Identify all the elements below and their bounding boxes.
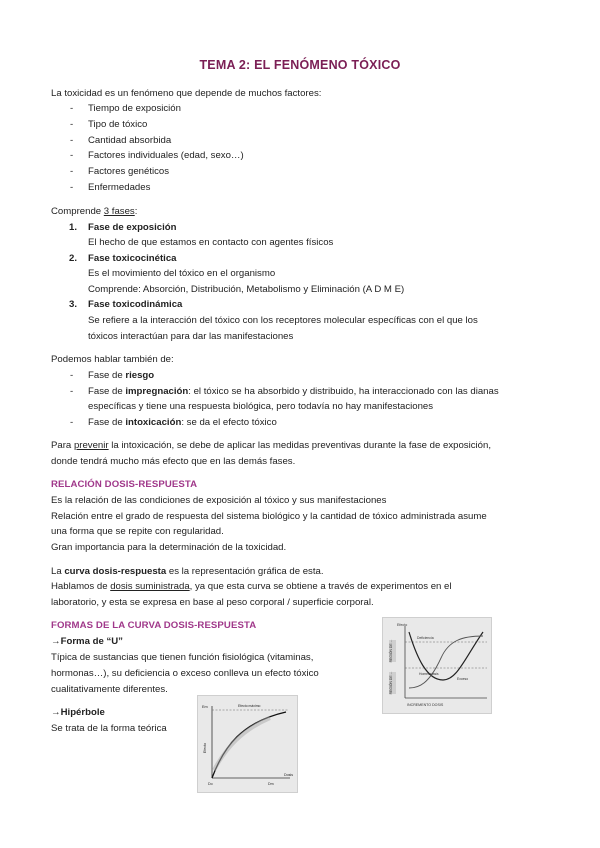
list-bullet: - (70, 166, 74, 177)
section-heading: RELACIÓN DOSIS-RESPUESTA (51, 479, 198, 490)
list-item: Tipo de tóxico (88, 119, 148, 130)
list-item: Tiempo de exposición (88, 103, 181, 114)
y-label-bottom: REGIÓN DE ... (389, 671, 393, 695)
list-item: Cantidad absorbida (88, 135, 172, 146)
section-heading: FORMAS DE LA CURVA DOSIS-RESPUESTA (51, 620, 257, 631)
prevent-text: donde tendrá mucho más efecto que en las demás fases. (51, 456, 296, 467)
fig-top-label: Efecto (397, 623, 408, 627)
y-max-label: Em (202, 705, 208, 709)
hyperbola-curve (212, 712, 286, 778)
paragraph-line: cualitativamente diferentes. (51, 684, 168, 695)
list-bullet: - (70, 386, 74, 397)
paragraph-line: Relación entre el grado de respuesta del sistema biológico y la cantidad de tóxico administrada asume (51, 511, 487, 522)
x-axis-label: Dosis (284, 773, 293, 777)
list-item: Fase de impregnación: el tóxico se ha absorbido y distribuido, ha interaccionado con las dianas (88, 386, 499, 397)
list-item: Enfermedades (88, 182, 151, 193)
list-item-continuation: específicas y tiene una respuesta biológica, pero todavía no hay manifestaciones (88, 401, 434, 412)
paragraph-line: Típica de sustancias que tienen función fisiológica (vitaminas, (51, 652, 314, 663)
phase-number: 3. (69, 299, 78, 310)
phase-text: Comprende: Absorción, Distribución, Metabolismo y Eliminación (A D M E) (88, 284, 405, 295)
scatter-band (214, 718, 270, 770)
page-title: TEMA 2: EL FENÓMENO TÓXICO (199, 58, 401, 72)
list-item: Fase de intoxicación: se da el efecto tóxico (88, 417, 277, 428)
list-bullet: - (70, 150, 74, 161)
paragraph-line: Se trata de la forma teórica (51, 723, 167, 734)
list-bullet: - (70, 103, 74, 114)
u-curve-svg (383, 618, 491, 713)
fig-excess-label: Exceso (457, 677, 469, 681)
hyperbola-svg (198, 696, 297, 792)
phase-text: tóxicos interactúan para dar las manifestaciones (88, 331, 294, 342)
phase-title: Fase toxicocinética (88, 253, 177, 264)
u-curve-figure (382, 617, 492, 714)
x-origin-label: Do (208, 782, 213, 786)
list-bullet: - (70, 119, 74, 130)
hyperbola-figure (197, 695, 298, 793)
paragraph-line: hormonas…), su deficiencia o exceso conlleva un efecto tóxico (51, 668, 319, 679)
y-axis-label: Efecto (203, 742, 207, 754)
phase-number: 2. (69, 253, 78, 264)
paragraph-line: Gran importancia para la determinación de la toxicidad. (51, 542, 287, 553)
prevent-text: Para prevenir la intoxicación, se debe de aplicar las medidas preventivas durante la fase de exposición, (51, 440, 491, 451)
phase-text: Se refiere a la interacción del tóxico con los receptores molecular específicas con el que los (88, 315, 478, 326)
list-bullet: - (70, 182, 74, 193)
phase-number: 1. (69, 222, 78, 233)
also-intro: Podemos hablar también de: (51, 354, 174, 365)
legend-label: Efecto máximo (238, 704, 261, 708)
x-axis-label: INCREMENTO DOSIS (407, 703, 444, 707)
phase-title: Fase de exposición (88, 222, 177, 233)
list-bullet: - (70, 417, 74, 428)
list-bullet: - (70, 370, 74, 381)
curve-text: Hablamos de dosis suministrada, ya que esta curva se obtiene a través de experimentos en el (51, 581, 452, 592)
curve-text: laboratorio, y esta se expresa en base al peso corporal / superficie corporal. (51, 597, 374, 608)
curve-text: La curva dosis-respuesta es la representación gráfica de esta. (51, 566, 324, 577)
fig-deficiency-label: Deficiencia (417, 636, 434, 640)
phases-intro: Comprende 3 fases: (51, 206, 138, 217)
phase-title: Fase toxicodinámica (88, 299, 183, 310)
list-item: Factores individuales (edad, sexo…) (88, 150, 244, 161)
y-label-top: REGIÓN DE ... (389, 639, 393, 663)
subheading-u: →Forma de “U” (51, 636, 123, 647)
paragraph-line: una forma que se repite con regularidad. (51, 526, 224, 537)
x-max-label: Dm (268, 782, 274, 786)
intro-text: La toxicidad es un fenómeno que depende de muchos factores: (51, 88, 322, 99)
phase-text: Es el movimiento del tóxico en el organismo (88, 268, 276, 279)
fig-zone-label: Homeostasis (419, 672, 439, 676)
list-item: Fase de riesgo (88, 370, 155, 381)
list-item: Factores genéticos (88, 166, 170, 177)
subheading-hyperbola: →Hipérbole (51, 707, 105, 718)
phase-text: El hecho de que estamos en contacto con agentes físicos (88, 237, 334, 248)
list-bullet: - (70, 135, 74, 146)
paragraph-line: Es la relación de las condiciones de exposición al tóxico y sus manifestaciones (51, 495, 387, 506)
